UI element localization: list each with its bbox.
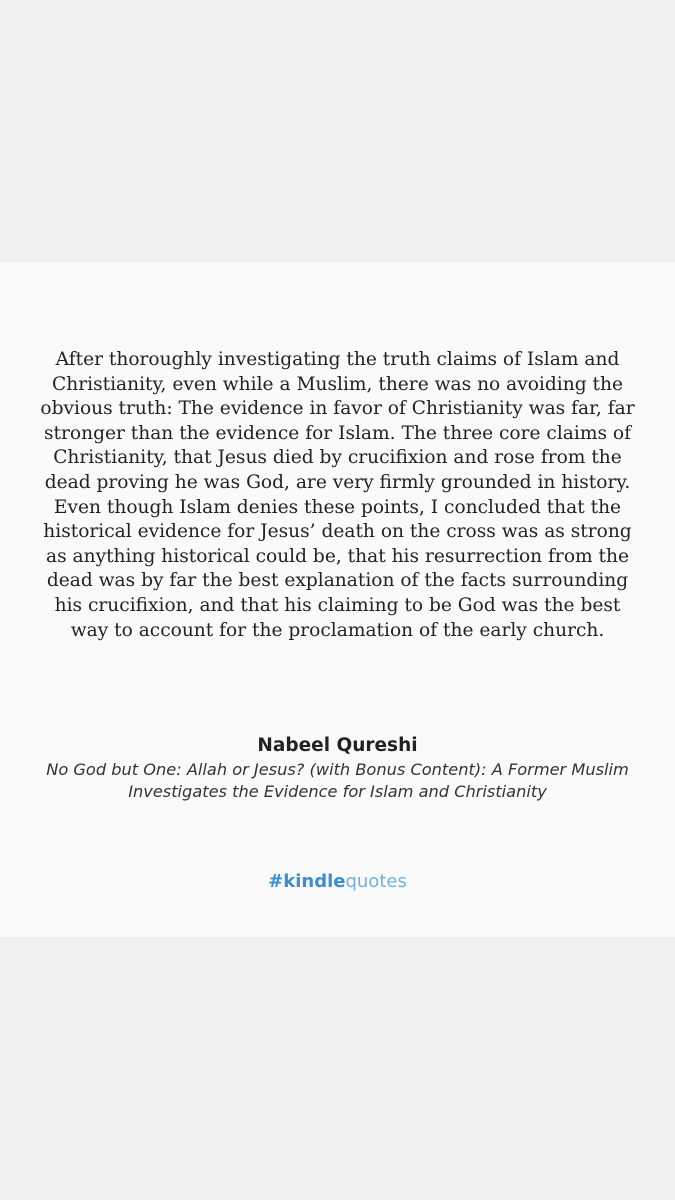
- kindle-quotes-hashtag: [0, 870, 675, 894]
- quote-card: [0, 262, 675, 937]
- hashtag-prefix: #kindle: [268, 871, 346, 892]
- author-name: Nabeel Qureshi: [257, 735, 418, 756]
- book-title: No God but One: Allah or Jesus? (with Bonus Content): A Former Muslim Investigates the Evidence for Islam and Christianity: [46, 760, 629, 801]
- hashtag-suffix: quotes: [345, 871, 407, 892]
- quote-text: After thoroughly investigating the truth claims of Islam and Christianity, even while a Muslim, there was no avoiding the obvious truth: The evidence in favor of Christianity was far, far stronger than the evidence for Islam. The three core claims of Christianity, that Jesus died by crucifixion and rose from the dead proving he was God, are very firmly grounded in history. Even though Islam denies these points, I concluded that the historical evidence for Jesus’ death on the cross was as strong as anything historical could be, that his resurrection from the dead was by far the best explanation of the facts surrounding his crucifixion, and that his claiming to be God was the best way to account for the proclamation of the early church.: [40, 349, 635, 641]
